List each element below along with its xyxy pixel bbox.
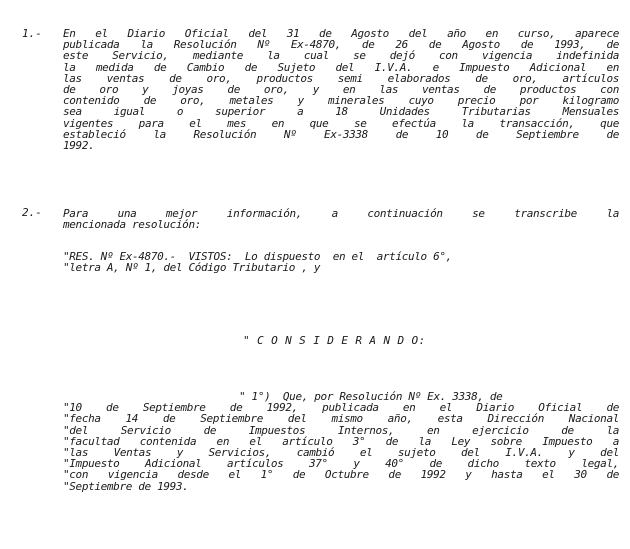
considerando-line: "del Servicio de Impuestos Internos, en ejercicio de la [63,423,619,437]
item-1-line: estableció la Resolución Nº Ex-3338 de 10 de Septiembre de [63,127,619,141]
considerando-line: "Impuesto Adicional artículos 37° y 40° de dicho texto legal, [63,457,619,471]
resolution-line: "letra A, Nº 1, del Código Tributario , y [63,261,321,275]
considerando-paragraph [63,391,619,492]
item-1-line: 1992. [63,139,95,153]
considerando-line: "10 de Septiembre de 1992, publicada en el Diario Oficial de [63,401,619,415]
considerando-line: "con vigencia desde el 1° de Octubre de 1992 y hasta el 30 de [63,468,619,482]
considerando-first-line: " 1°) Que, por Resolución Nº Ex. 3338, de [239,390,503,403]
considerando-heading: " C O N S I D E R A N D O: [243,334,426,347]
item-1-line: sea igual o superior a 18 Unidades Tributarias Mensuales [63,105,619,119]
item-1-number: 1.- [22,27,42,40]
item-2-number: 2.- [22,206,42,219]
item-2-paragraph [63,208,619,230]
item-1-line: publicada la Resolución Nº Ex-4870, de 26 de Agosto de 1993, de [63,38,619,52]
considerando-line: "facultad contenida en el artículo 3° de la Ley sobre Impuesto a [63,434,619,448]
resolution-line: "RES. Nº Ex-4870.- VISTOS: Lo dispuesto en el artículo 6°, [63,250,452,263]
item-1-line: vigentes para el mes en que se efectúa la transacción, que [63,116,619,130]
item-1-paragraph [63,28,619,151]
item-1-line: de oro y joyas de oro, y en las ventas de productos con [63,83,619,97]
item-1-line: En el Diario Oficial del 31 de Agosto del año en curso, aparece [63,27,619,40]
item-2-line: mencionada resolución: [63,218,201,232]
item-2-line: Para una mejor información, a continuación se transcribe la [63,207,619,220]
considerando-line: "Septiembre de 1993. [63,479,189,493]
item-1-line: este Servicio, mediante la cual se dejó con vigencia indefinida [63,49,619,63]
considerando-line: "las Ventas y Servicios, cambió el sujeto del I.V.A. y del [63,446,619,460]
item-1-line: las ventas de oro, productos semi elaborados de oro, artículos [63,71,619,85]
item-1-line: la medida de Cambio de Sujeto del I.V.A. e Impuesto Adicional en [63,60,619,74]
resolution-header [63,251,619,273]
considerando-line: "fecha 14 de Septiembre del mismo año, esta Dirección Nacional [63,412,619,426]
item-1-line: contenido de oro, metales y minerales cuyo precio por kilogramo [63,94,619,108]
